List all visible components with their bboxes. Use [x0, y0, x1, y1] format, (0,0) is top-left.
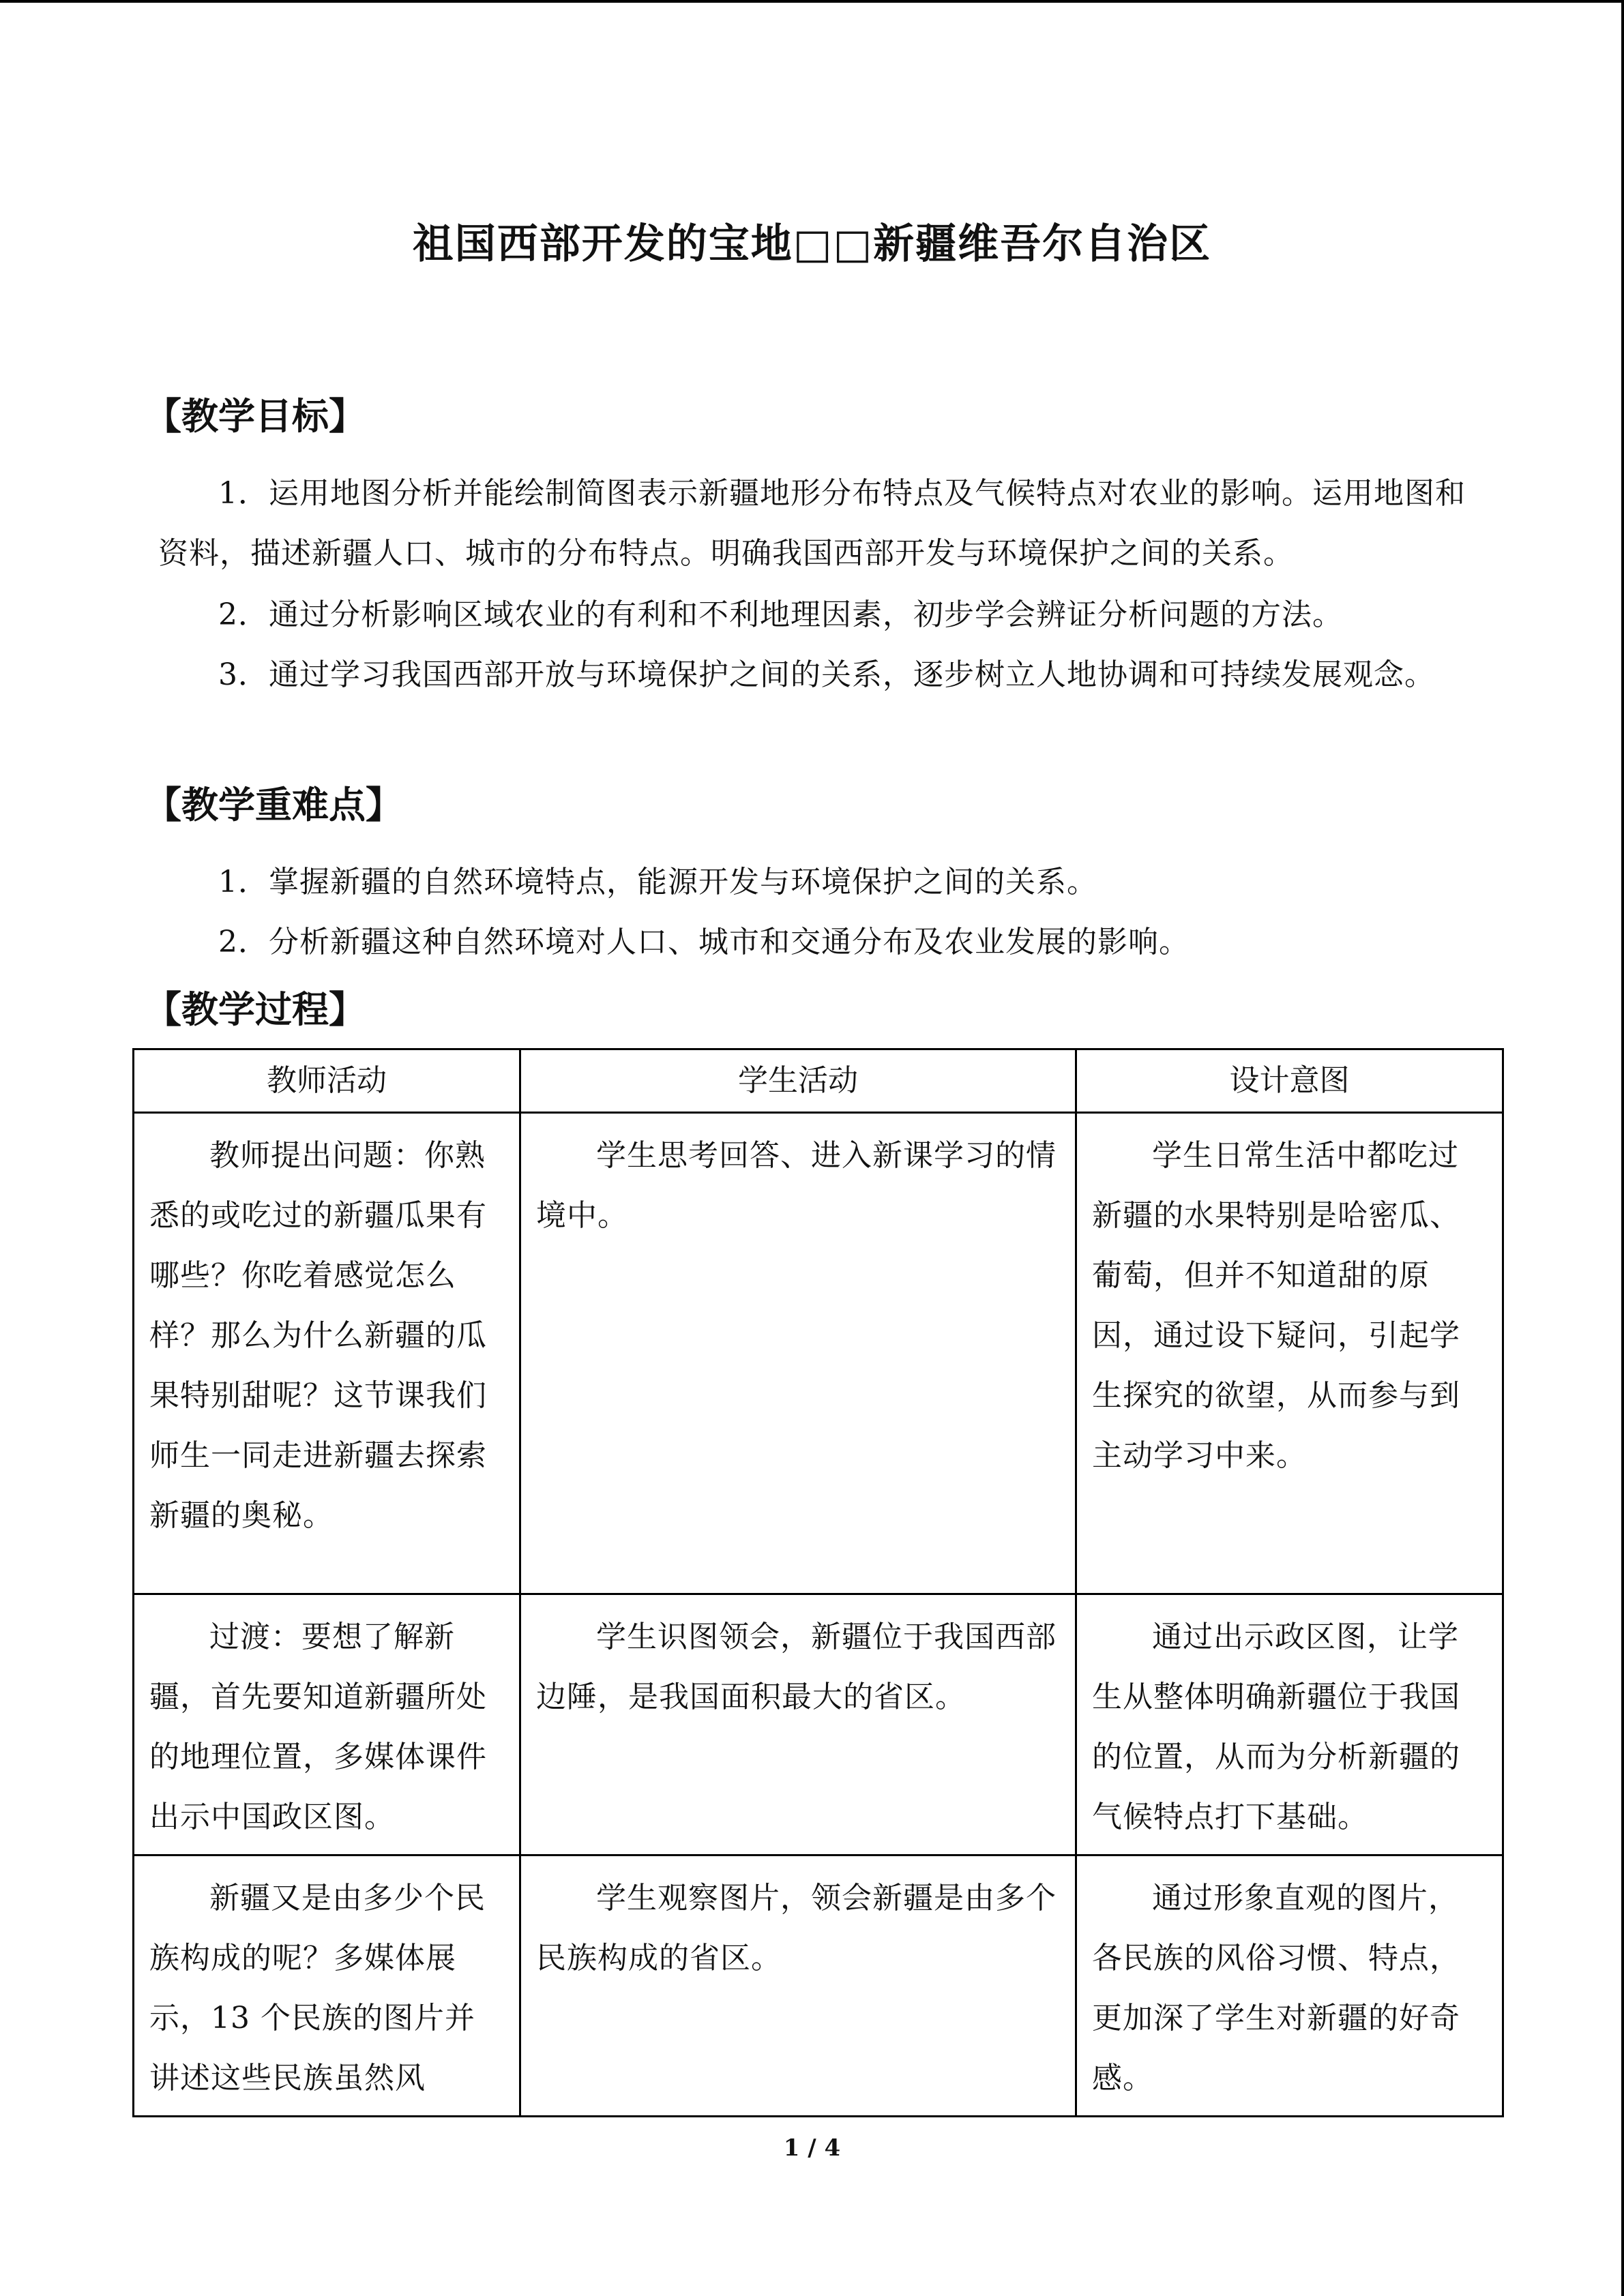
- table-cell: [1076, 1113, 1503, 1594]
- teaching-process-table: [132, 1048, 1504, 2117]
- table-cell: [134, 1113, 520, 1594]
- table-cell: [134, 1594, 520, 1855]
- table-cell: [134, 1855, 520, 2117]
- objectives-heading: 【教学目标】: [145, 394, 366, 438]
- cell-text: 教师提出问题：你熟悉的或吃过的新疆瓜果有哪些？你吃着感觉怎么样？那么为什么新疆的瓜果特别甜呢？这节课我们师生一同走进新疆去探索新疆的奥秘。: [149, 1138, 487, 1533]
- cell-text: 学生观察图片，领会新疆是由多个民族构成的省区。: [536, 1881, 1057, 1976]
- key-point-item-2: 2．分析新疆这种自然环境对人口、城市和交通分布及农业发展的影响。: [218, 925, 1190, 959]
- process-heading: 【教学过程】: [145, 987, 366, 1031]
- table-cell: [1076, 1594, 1503, 1855]
- table-row: [134, 1113, 1503, 1594]
- cell-text: 通过形象直观的图片，各民族的风俗习惯、特点，更加深了学生对新疆的好奇感。: [1092, 1881, 1460, 2096]
- table-cell: [520, 1113, 1076, 1594]
- page-border-top: [0, 0, 1624, 3]
- table-cell: [1076, 1855, 1503, 2117]
- cell-text: 学生日常生活中都吃过新疆的水果特别是哈密瓜、葡萄，但并不知道甜的原因，通过设下疑问，引起学生探究的欲望，从而参与到主动学习中来。: [1092, 1138, 1460, 1473]
- table-cell: [520, 1855, 1076, 2117]
- page-border-right: [1621, 0, 1624, 2296]
- table-row: [134, 1855, 1503, 2117]
- page-title: 祖国西部开发的宝地□□新疆维吾尔自治区: [412, 220, 1212, 268]
- table-cell: [520, 1594, 1076, 1855]
- table-header-row: [134, 1049, 1503, 1113]
- cell-text: 学生识图领会，新疆位于我国西部边陲，是我国面积最大的省区。: [536, 1620, 1057, 1714]
- objective-item-1: 1．运用地图分析并能绘制简图表示新疆地形分布特点及气候特点对农业的影响。运用地图和资料，描述新疆人口、城市的分布特点。明确我国西部开发与环境保护之间的关系。: [158, 476, 1466, 571]
- objective-item-3: 3．通过学习我国西部开放与环境保护之间的关系，逐步树立人地协调和可持续发展观念。: [218, 657, 1435, 692]
- cell-text: 过渡：要想了解新疆，首先要知道新疆所处的地理位置，多媒体课件出示中国政区图。: [149, 1620, 487, 1834]
- key-point-item-1: 1．掌握新疆的自然环境特点，能源开发与环境保护之间的关系。: [218, 865, 1097, 899]
- objective-item-2: 2．通过分析影响区域农业的有利和不利地理因素，初步学会辨证分析问题的方法。: [218, 597, 1343, 632]
- page-number: 1 / 4: [783, 2134, 841, 2162]
- table-row: [134, 1594, 1503, 1855]
- header-teacher-activity: 教师活动: [134, 1049, 520, 1113]
- cell-text: 学生思考回答、进入新课学习的情境中。: [536, 1138, 1057, 1233]
- header-design-intent: 设计意图: [1076, 1049, 1503, 1113]
- cell-text: 通过出示政区图，让学生从整体明确新疆位于我国的位置，从而为分析新疆的气候特点打下基础。: [1092, 1620, 1460, 1834]
- cell-text: 新疆又是由多少个民族构成的呢？多媒体展示，13 个民族的图片并讲述这些民族虽然风: [149, 1881, 486, 2096]
- key-points-heading: 【教学重难点】: [145, 783, 402, 826]
- header-student-activity: 学生活动: [520, 1049, 1076, 1113]
